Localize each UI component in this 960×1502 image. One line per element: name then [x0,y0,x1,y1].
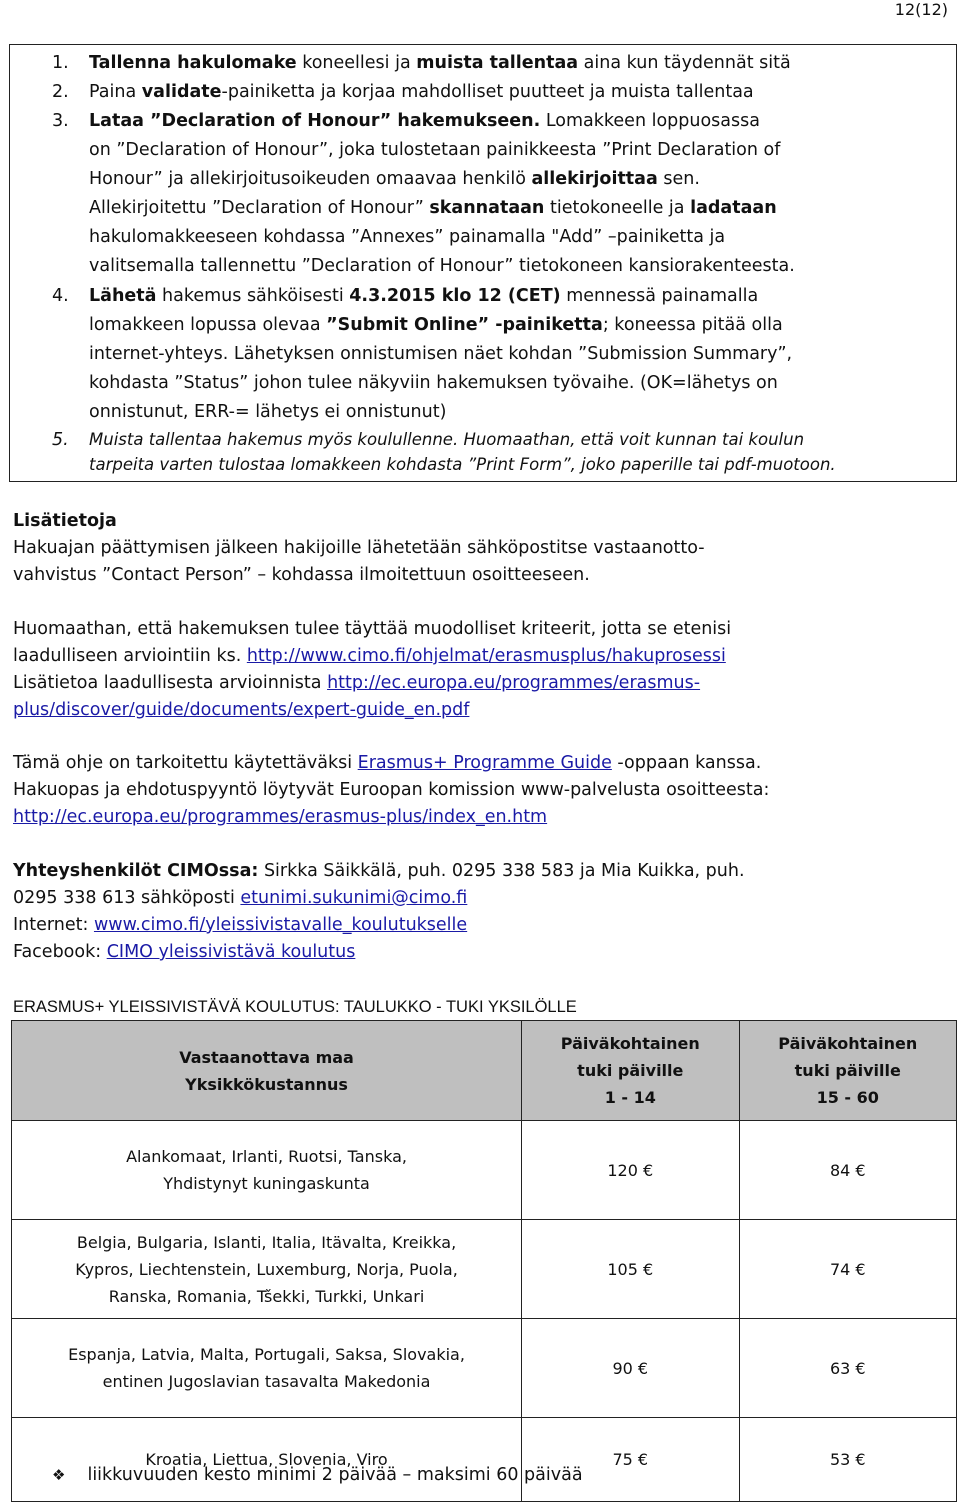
step-3-line-4: Allekirjoitettu ”Declaration of Honour” skannataan tietokoneelle ja ladataan [89,198,777,218]
info-p3-line-3 [13,807,547,827]
rate-1-14-cell: 105 € [522,1220,739,1319]
header-country: Vastaanottava maa Yksikkökustannus [12,1021,522,1121]
header-days-1-14: Päiväkohtainen tuki päiville 1 - 14 [522,1021,739,1121]
step-4-number: 4. [52,286,69,306]
country-cell: Kroatia, Liettua, Slovenia, Viro [12,1418,522,1502]
hakuprosessi-link[interactable]: http://www.cimo.fi/ohjelmat/erasmusplus/hakuprosessi [246,646,726,666]
step-3-number: 3. [52,111,69,131]
table-row [12,1418,957,1502]
step-4-line-1: Lähetä hakemus sähköisesti 4.3.2015 klo 12 (CET) mennessä painamalla [89,286,759,306]
info-p3-line-2: Hakuopas ja ehdotuspyyntö löytyvät Euroopan komission www-palvelusta osoitteesta: [13,780,770,800]
step-3-line-1: Lataa ”Declaration of Honour” hakemukseen. Lomakkeen loppuosassa [89,111,760,131]
rate-15-60-cell: 53 € [739,1418,956,1502]
expert-guide-link[interactable]: http://ec.europa.eu/programmes/erasmus- [327,673,701,693]
step-3-line-2: on ”Declaration of Honour”, joka tulostetaan painikkeesta ”Print Declaration of [89,140,781,160]
contacts-line-2: 0295 338 613 sähköposti etunimi.sukunimi@cimo.fi [13,888,468,908]
footnote [52,1465,583,1485]
rate-15-60-cell: 74 € [739,1220,956,1319]
rate-15-60-cell: 84 € [739,1121,956,1220]
info-p1-line-1: Hakuajan päättymisen jälkeen hakijoille lähetetään sähköpostitse vastaanotto- [13,538,705,558]
expert-guide-link-cont[interactable]: plus/discover/guide/documents/expert-guide_en.pdf [13,700,470,720]
contacts-line-3: Internet: www.cimo.fi/yleissivistavalle_koulutukselle [13,915,468,935]
rate-15-60-cell: 63 € [739,1319,956,1418]
country-cell: Belgia, Bulgaria, Islanti, Italia, Itävalta, Kreikka, Kypros, Liechtenstein, Luxemburg, Norja, Puola, Ranska, Romania, Tšekki, Turkki, Unkari [12,1220,522,1319]
table-title: ERASMUS+ YLEISSIVISTÄVÄ KOULUTUS: TAULUKKO - TUKI YKSILÖLLE [13,998,577,1016]
step-5-line-1: Muista tallentaa hakemus myös koulullenne. Huomaathan, että voit kunnan tai koulun [89,430,805,449]
step-3-line-3: Honour” ja allekirjoitusoikeuden omaavaa henkilö allekirjoittaa sen. [89,169,700,189]
header-days-15-60: Päiväkohtainen tuki päiville 15 - 60 [739,1021,956,1121]
info-p1-line-2: vahvistus ”Contact Person” – kohdassa ilmoitettuun osoitteeseen. [13,565,590,585]
info-p2-line-4 [13,700,469,720]
country-cell: Espanja, Latvia, Malta, Portugali, Saksa, Slovakia, entinen Jugoslavian tasavalta Makedonia [12,1319,522,1418]
step-5-line-2: tarpeita varten tulostaa lomakkeen kohdasta ”Print Form”, joko paperille tai pdf-muotoon. [89,455,836,474]
erasmus-plus-index-link[interactable]: http://ec.europa.eu/programmes/erasmus-plus/index_en.htm [13,807,548,827]
support-table [11,1020,957,1502]
table-header-row [12,1021,957,1121]
country-cell: Alankomaat, Irlanti, Ruotsi, Tanska, Yhdistynyt kuningaskunta [12,1121,522,1220]
info-p2-line-1: Huomaathan, että hakemuksen tulee täyttää muodolliset kriteerit, jotta se etenisi [13,619,732,639]
facebook-link[interactable]: CIMO yleissivistävä koulutus [106,942,356,962]
footnote-text: liikkuvuuden kesto minimi 2 päivää – maksimi 60 päivää [87,1465,583,1485]
contacts-line-1: Yhteyshenkilöt CIMOssa: Sirkka Säikkälä, puh. 0295 338 583 ja Mia Kuikka, puh. [13,861,745,881]
page-number: 12(12) [894,0,948,19]
step-3-line-6: valitsemalla tallennettu ”Declaration of Honour” tietokoneen kansiorakenteesta. [89,256,795,276]
table-row [12,1121,957,1220]
step-1-number: 1. [52,53,69,73]
step-4-line-3: internet-yhteys. Lähetyksen onnistumisen näet kohdan ”Submission Summary”, [89,344,793,364]
programme-guide-link[interactable]: Erasmus+ Programme Guide [357,753,612,773]
step-2-number: 2. [52,82,69,102]
contacts-line-4: Facebook: CIMO yleissivistävä koulutus [13,942,356,962]
step-2-text: Paina validate-painiketta ja korjaa mahdolliset puutteet ja muista tallentaa [89,82,754,102]
info-heading: Lisätietoja [13,511,117,531]
table-row [12,1220,957,1319]
step-5-number: 5. [52,430,69,450]
diamond-bullet-icon: ❖ [52,1466,66,1484]
info-p3-line-1: Tämä ohje on tarkoitettu käytettäväksi Erasmus+ Programme Guide -oppaan kanssa. [13,753,762,773]
info-p2-line-3: Lisätietoa laadullisesta arvioinnista http://ec.europa.eu/programmes/erasmus- [13,673,701,693]
info-p2-line-2: laadulliseen arviointiin ks. http://www.cimo.fi/ohjelmat/erasmusplus/hakuprosessi [13,646,726,666]
step-4-line-4: kohdasta ”Status” johon tulee näkyviin hakemuksen työvaihe. (OK=lähetys on [89,373,778,393]
step-1-text: Tallenna hakulomake koneellesi ja muista tallentaa aina kun täydennät sitä [89,53,791,73]
internet-link[interactable]: www.cimo.fi/yleissivistavalle_koulutukselle [93,915,468,935]
email-link[interactable]: etunimi.sukunimi@cimo.fi [240,888,468,908]
rate-1-14-cell: 75 € [522,1418,739,1502]
rate-1-14-cell: 120 € [522,1121,739,1220]
table-row [12,1319,957,1418]
rate-1-14-cell: 90 € [522,1319,739,1418]
step-4-line-2: lomakkeen lopussa olevaa ”Submit Online” -painiketta; koneessa pitää olla [89,315,783,335]
step-4-line-5: onnistunut, ERR-= lähetys ei onnistunut) [89,402,447,422]
step-3-line-5: hakulomakkeeseen kohdassa ”Annexes” painamalla "Add” –painiketta ja [89,227,726,247]
